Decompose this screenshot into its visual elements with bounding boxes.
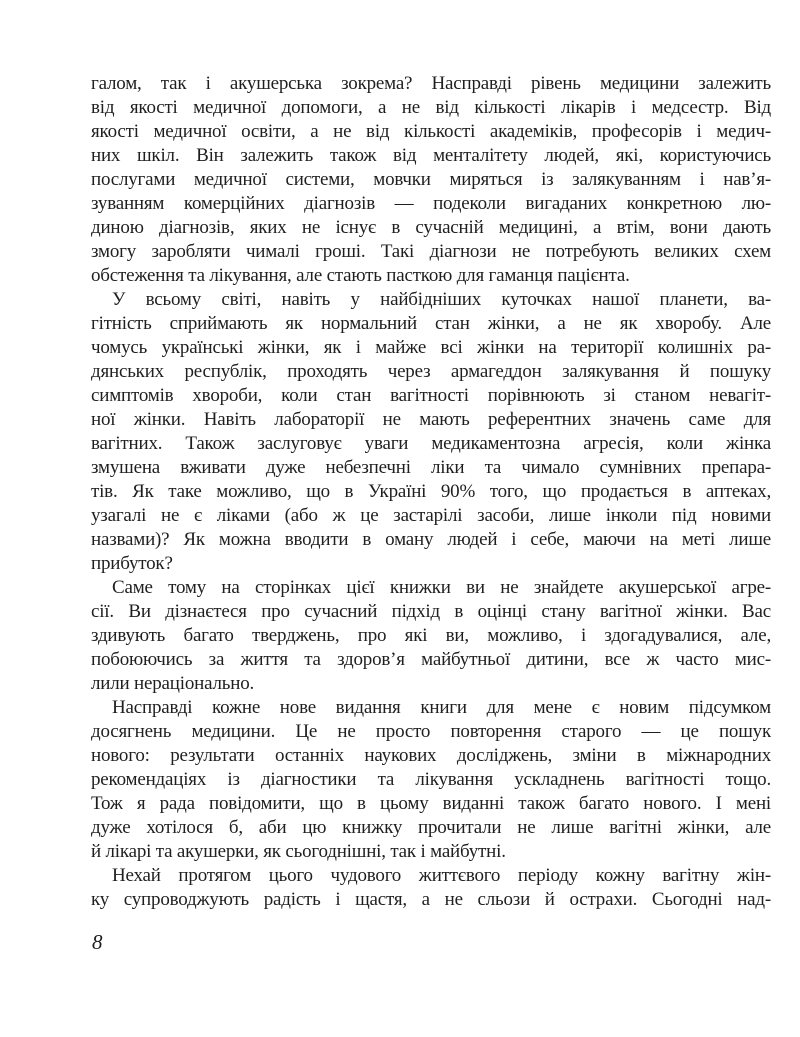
text-line: тів. Як таке можливо, що в Україні 90% того, що продається в аптеках,: [91, 481, 771, 502]
text-line: У всьому світі, навіть у найбідніших куточках нашої планети, ва-: [112, 289, 771, 310]
text-line: ної жінки. Навіть лабораторії не мають референтних значень саме для: [91, 409, 771, 430]
text-line: Насправді кожне нове видання книги для мене є новим підсумком: [112, 697, 771, 718]
text-line: узагалі не є ліками (або ж це застарілі засоби, лише інколи під новими: [91, 505, 771, 526]
book-page-text: [91, 72, 771, 912]
text-line: прибуток?: [91, 553, 173, 574]
text-line: лили нераціонально.: [91, 673, 255, 694]
text-line: рекомендаціях із діагностики та лікування ускладнень вагітності тощо.: [91, 769, 771, 790]
text-line: змогу заробляти чималі гроші. Такі діагнози не потребують великих схем: [91, 241, 771, 262]
text-line: назвами)? Як можна вводити в оману людей і себе, маючи на меті лише: [91, 529, 771, 550]
text-line: змушена вживати дуже небезпечні ліки та чимало сумнівних препара-: [91, 457, 771, 478]
text-line: здивують багато тверджень, про які ви, можливо, і здогадувалися, але,: [91, 625, 771, 646]
text-line: гітність сприймають як нормальний стан жінки, а не як хворобу. Але: [91, 313, 771, 334]
text-line: від якості медичної допомоги, а не від кількості лікарів і медсестр. Від: [91, 97, 771, 118]
text-line: ку супроводжують радість і щастя, а не сльози й острахи. Сьогодні над-: [91, 889, 771, 910]
text-line: зуванням комерційних діагнозів — подеколи вигаданих конкретною лю-: [91, 193, 771, 214]
text-line: чомусь українські жінки, як і майже всі жінки на території колишніх ра-: [91, 337, 771, 358]
page-number: 8: [92, 930, 103, 954]
text-line: них шкіл. Він залежить також від менталітету людей, які, користуючись: [91, 145, 771, 166]
text-line: обстеження та лікування, але стають пасткою для гаманця пацієнта.: [91, 265, 630, 286]
text-line: Саме тому на сторінках цієї книжки ви не знайдете акушерської агре-: [112, 577, 771, 598]
text-line: якості медичної освіти, а не від кількості академіків, професорів і медич-: [91, 121, 771, 142]
text-line: нового: результати останніх наукових досліджень, зміни в міжнародних: [91, 745, 771, 766]
text-line: диною діагнозів, яких не існує в сучасній медицині, а втім, вони дають: [91, 217, 771, 238]
text-line: й лікарі та акушерки, як сьогоднішні, так і майбутні.: [91, 841, 506, 862]
text-line: вагітних. Також заслуговує уваги медикаментозна агресія, коли жінка: [91, 433, 771, 454]
text-line: сії. Ви дізнаєтеся про сучасний підхід в оцінці стану вагітної жінки. Вас: [91, 601, 771, 622]
text-line: дянських республік, проходять через армагеддон залякування й пошуку: [91, 361, 771, 382]
text-line: симптомів хвороби, коли стан вагітності порівнюють зі станом невагіт-: [91, 385, 771, 406]
text-line: дуже хотілося б, аби цю книжку прочитали не лише вагітні жінки, але: [91, 817, 771, 838]
text-line: Тож я рада повідомити, що в цьому виданні також багато нового. І мені: [91, 793, 771, 814]
text-line: побоюючись за життя та здоров’я майбутньої дитини, все ж часто мис-: [91, 649, 771, 670]
text-line: послугами медичної системи, мовчки миряться із залякуванням і нав’я-: [91, 169, 771, 190]
text-line: галом, так і акушерська зокрема? Насправді рівень медицини залежить: [91, 73, 771, 94]
text-line: досягнень медицини. Це не просто повторення старого — це пошук: [91, 721, 771, 742]
text-line: Нехай протягом цього чудового життєвого періоду кожну вагітну жін-: [112, 865, 771, 886]
